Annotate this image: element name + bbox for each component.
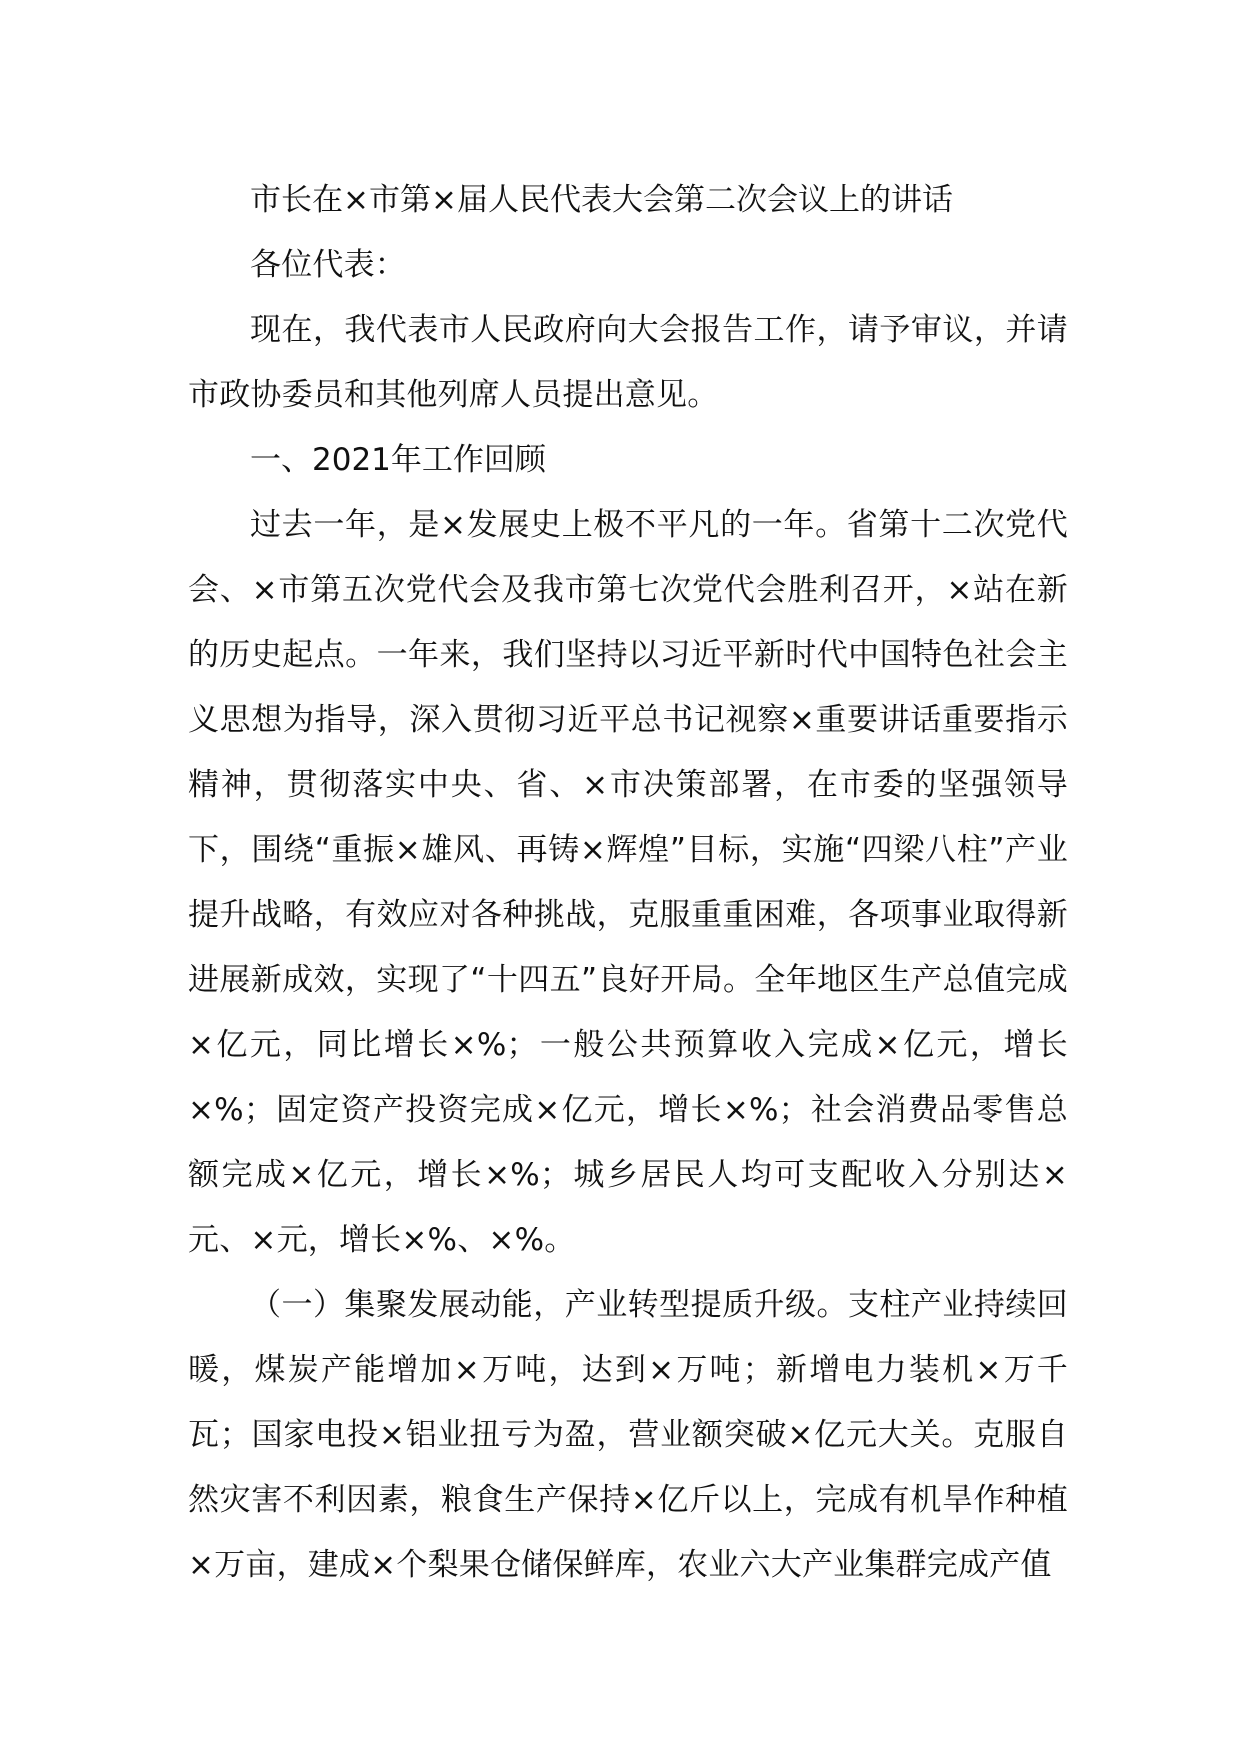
salutation: 各位代表： [250, 247, 406, 283]
industry-paragraph: （一）集聚发展动能，产业转型提质升级。支柱产业持续回暖，煤炭产能增加×万吨，达到×万吨；新增电力装机×万千瓦；国家电投×铝业扭亏为盈，营业额突破×亿元大关。克服自然灾害不利因素，粮食生产保持×亿斤以上，完成有机旱作种植×万亩，建成×个梨果仓储保鲜库，农业六大产业集群完成产值 [188, 1287, 1068, 1583]
speech-title: 市长在×市第×届人民代表大会第二次会议上的讲话 [250, 182, 953, 218]
review-paragraph: 过去一年，是×发展史上极不平凡的一年。省第十二次党代会、×市第五次党代会及我市第七次党代会胜利召开，×站在新的历史起点。一年来，我们坚持以习近平新时代中国特色社会主义思想为指导，深入贯彻习近平总书记视察×重要讲话重要指示精神，贯彻落实中央、省、×市决策部署，在市委的坚强领导下，围绕“重振×雄风、再铸×辉煌”目标，实施“四梁八柱”产业提升战略，有效应对各种挑战，克服重重困难，各项事业取得新进展新成效，实现了“十四五”良好开局。全年地区生产总值完成×亿元，同比增长×%；一般公共预算收入完成×亿元，增长×%；固定资产投资完成×亿元，增长×%；社会消费品零售总额完成×亿元，增长×%；城乡居民人均可支配收入分别达×元、×元，增长×%、×%。 [188, 507, 1068, 1258]
intro-paragraph: 现在，我代表市人民政府向大会报告工作，请予审议，并请市政协委员和其他列席人员提出意见。 [188, 312, 1068, 413]
document-body [188, 168, 1068, 1598]
section-heading: 一、2021年工作回顾 [250, 442, 546, 478]
